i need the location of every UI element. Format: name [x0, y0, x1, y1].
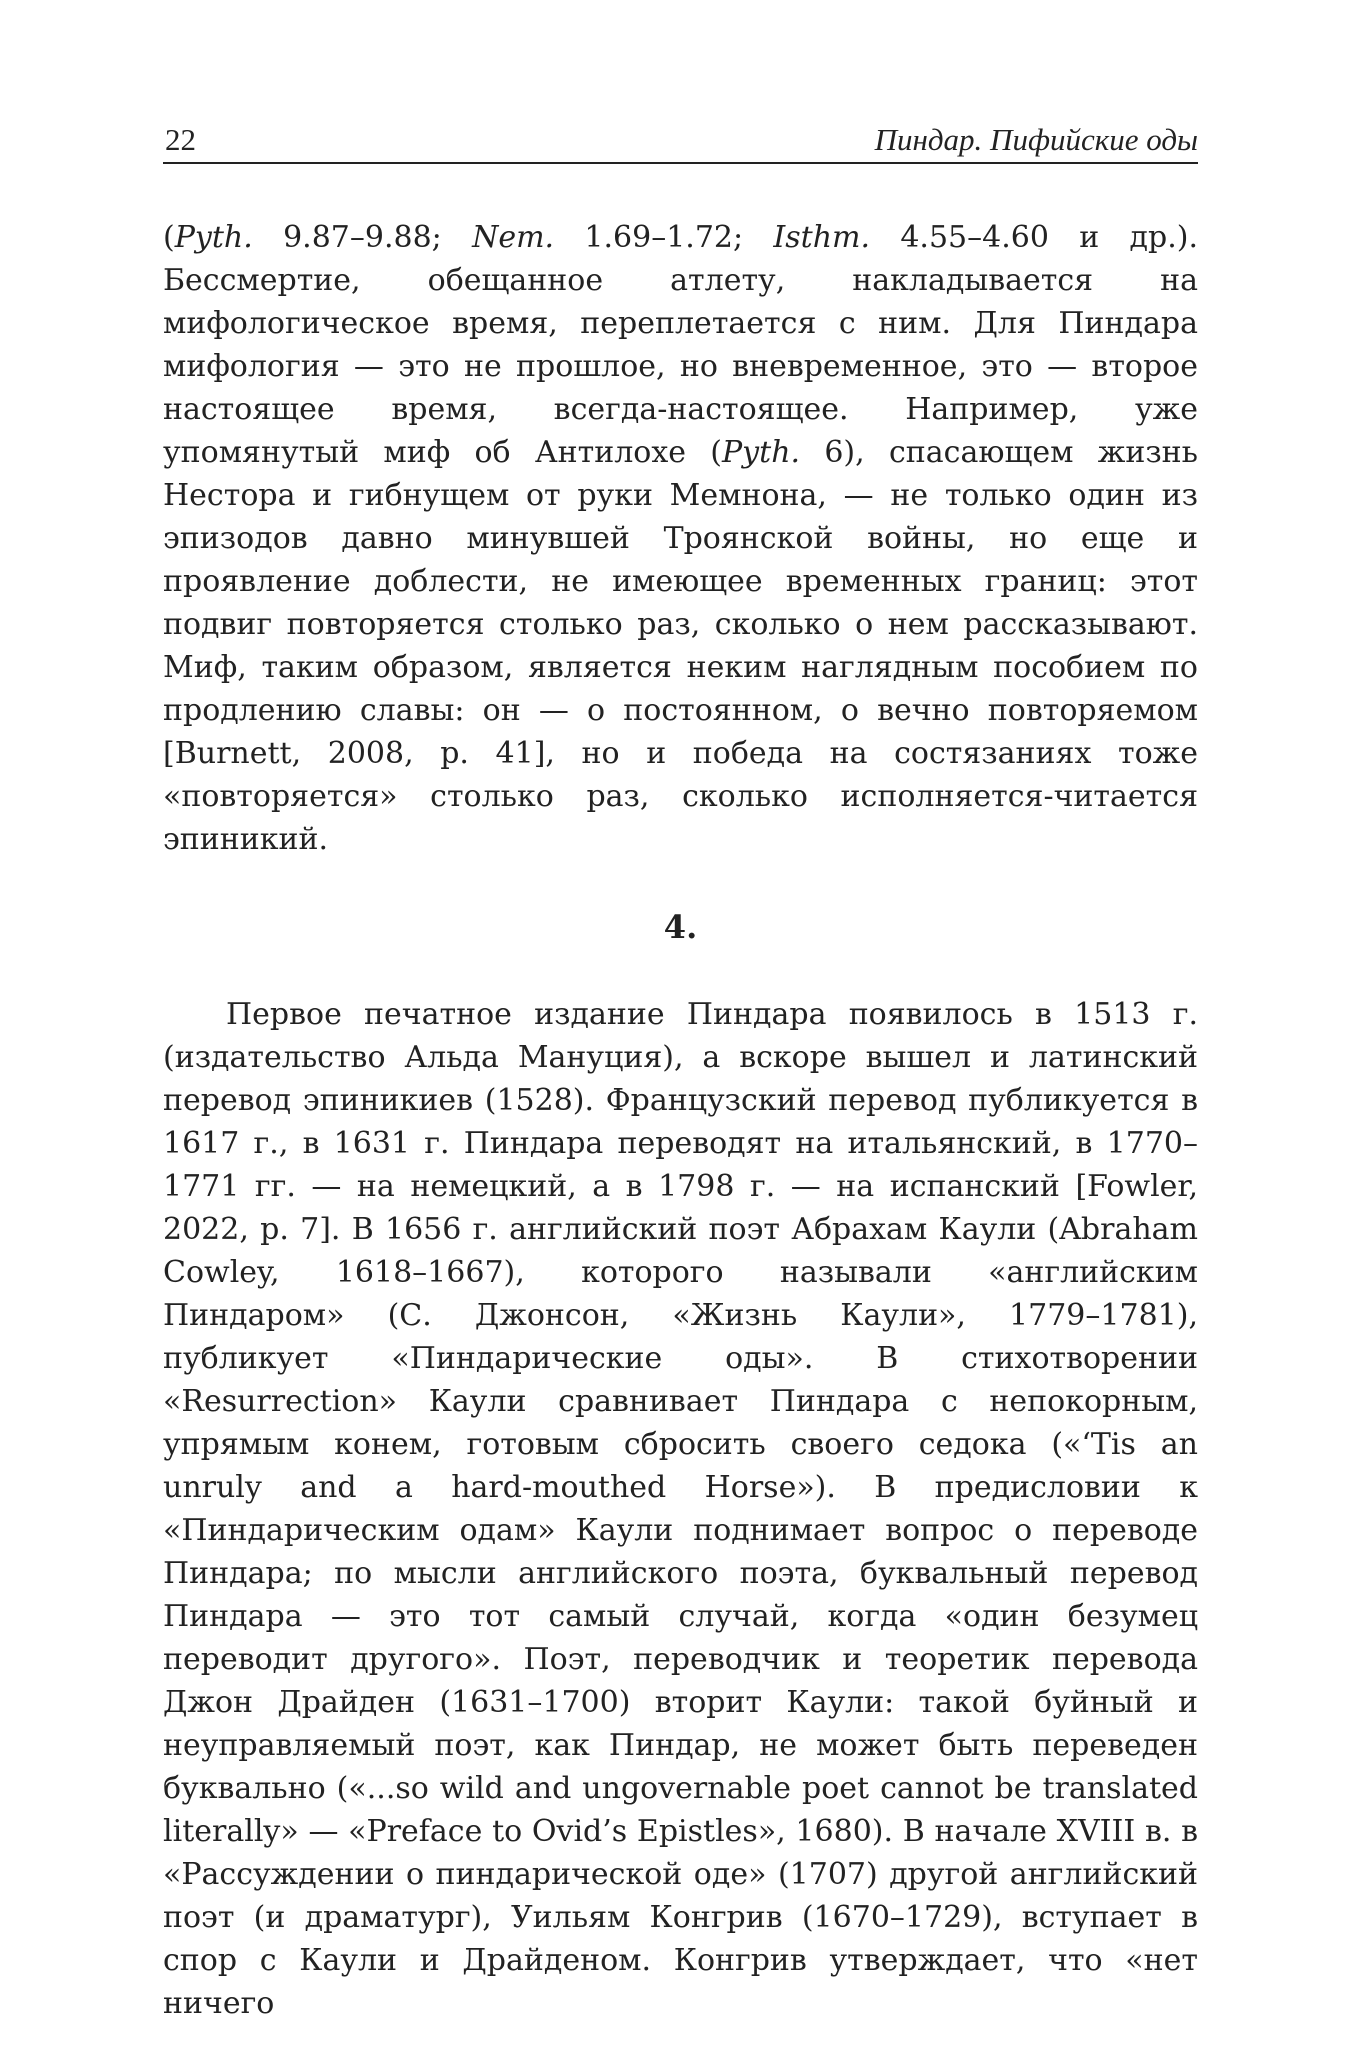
citation-pyth: Pyth.	[174, 220, 253, 255]
paragraph-text: 4.55–4.60 и др.). Бессмертие, обещанное атлету, накладывается на мифологическое время, переплетается с ним. Для Пиндара мифология — это не прошлое, но вневременное, это — второе настоящее время, всегда-настоящее. Например, уже упомянутый миф об Антилохе (	[163, 220, 1198, 470]
paragraph: Первое печатное издание Пиндара появилось в 1513 г. (издательство Альда Мануция), а вскоре вышел и латинский перевод эпиникиев (1528). Французский перевод публикуется в 1617 г., в 1631 г. Пиндара переводят на итальянский, в 1770–1771 гг. — на немецкий, а в 1798 г. — на испанский [Fowler, 2022, p. 7]. В 1656 г. английский поэт Абрахам Каули (Abraham Cowley, 1618–1667), которого называли «английским Пиндаром» (С. Джонсон, «Жизнь Каули», 1779–1781), публикует «Пиндарические оды». В стихотворении «Resurrection» Каули сравнивает Пиндара с непокорным, упрямым конем, готовым сбросить своего седока («‘Tis an unruly and a hard-mouthed Horse»). В предисловии к «Пиндарическим одам» Каули поднимает вопрос о переводе Пиндара; по мысли английского поэта, буквальный перевод Пиндара — это тот самый случай, когда «один безумец переводит другого». Поэт, переводчик и теоретик перевода Джон Драйден (1631–1700) вторит Каули: такой буйный и неуправляемый поэт, как Пиндар, не может быть переведен буквально («...so wild and ungovernable poet cannot be translated literally» — «Preface to Ovid’s Epistles», 1680). В начале XVIII в. в «Рассуждении о пиндарической оде» (1707) другой английский поэт (и драматург), Уильям Конгрив (1670–1729), вступает в спор с Каули и Драйденом. Конгрив утверждает, что «нет ничего	[163, 997, 1198, 2021]
paragraph-continued	[163, 216, 1198, 861]
open-paren: (	[163, 220, 175, 255]
citation-isthm: Isthm.	[773, 220, 871, 255]
text-block	[163, 216, 1198, 2025]
page-number: 22	[165, 122, 196, 157]
section-heading: 4.	[663, 908, 698, 946]
running-head	[163, 118, 1198, 164]
citation-pyth-6: Pyth.	[722, 435, 801, 470]
citation-nem: Nem.	[472, 220, 555, 255]
paragraph-text: 9.87–9.88;	[252, 220, 473, 255]
paragraph-text: 1.69–1.72;	[554, 220, 774, 255]
paragraph-text: 6), спасающем жизнь Нестора и гибнущем от руки Мемнона, — не только один из эпизодов давно минувшей Троянской войны, но еще и проявление доблести, не имеющее временных границ: этот подвиг повторяется столько раз, сколько о нем рассказывают. Миф, таким образом, является неким наглядным пособием по продлению славы: он — о постоянном, о вечно повторяемом [Burnett, 2008, p. 41], но и победа на состязаниях тоже «повторяется» столько раз, сколько исполняется-читается эпиникий.	[163, 435, 1199, 857]
running-title: Пиндар. Пифийские оды	[874, 122, 1198, 157]
